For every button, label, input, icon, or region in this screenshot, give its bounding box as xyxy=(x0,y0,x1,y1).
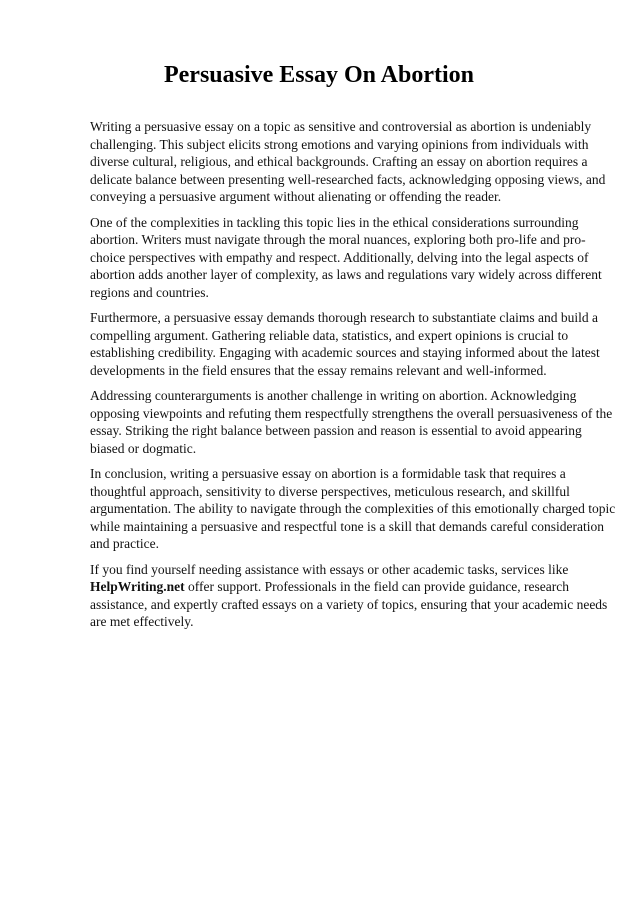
text-line: are met effectively. xyxy=(90,614,194,629)
text-line: If you find yourself needing assistance with essays or other academic tasks, services like xyxy=(90,561,569,577)
paragraph-conclusion xyxy=(90,465,616,553)
text-line: thoughtful approach, sensitivity to diverse perspectives, meticulous research, and skillful xyxy=(90,483,570,499)
text-line: Writing a persuasive essay on a topic as sensitive and controversial as abortion is undeniably xyxy=(90,119,592,134)
text-line: abortion adds another layer of complexity, as laws and regulations vary widely across different xyxy=(90,267,602,282)
paragraph-research xyxy=(90,309,598,379)
text-line: In conclusion, writing a persuasive essay on abortion is a formidable task that requires a xyxy=(90,466,566,481)
text-line: biased or dogmatic. xyxy=(90,440,197,456)
text-line: opposing viewpoints and refuting them respectfully strengthens the overall persuasiveness of the xyxy=(90,405,613,421)
text-line: assistance, and expertly crafted essays on a variety of topics, ensuring that your academic needs xyxy=(90,596,608,612)
text-line: establishing credibility. Engaging with academic sources and staying informed about the latest xyxy=(90,345,600,360)
document-body xyxy=(90,118,616,639)
paragraph-complexities xyxy=(90,214,602,302)
text-line: conveying a persuasive argument without alienating or offending the reader. xyxy=(90,189,502,204)
text-line: One of the complexities in tackling this topic lies in the ethical considerations surrounding xyxy=(90,214,579,230)
text-line: while maintaining a persuasive and respectful tone is a skill that demands careful consideration xyxy=(90,518,604,534)
text-line: developments in the field ensures that the essay remains relevant and well-informed. xyxy=(90,362,547,378)
text-line: choice perspectives with empathy and respect. Additionally, delving into the legal aspects of xyxy=(90,249,589,265)
paragraph-closing xyxy=(90,561,608,631)
text-fragment: offer support. Professionals in the field can provide guidance, research xyxy=(184,579,570,594)
brand-name: HelpWriting.net xyxy=(90,579,185,594)
text-line: argumentation. The ability to navigate through the complexities of this emotionally charged topic xyxy=(90,501,616,516)
text-line: compelling argument. Gathering reliable data, statistics, and expert opinions is crucial to xyxy=(90,327,569,343)
text-line: diverse cultural, religious, and ethical backgrounds. Crafting an essay on abortion requires a xyxy=(90,154,588,169)
text-line: essay. Striking the right balance between passion and reason is essential to avoid appearing xyxy=(90,423,582,438)
paragraph-intro xyxy=(90,118,606,206)
document-title: Persuasive Essay On Abortion xyxy=(163,62,475,88)
text-line: and practice. xyxy=(90,536,159,551)
text-line: Furthermore, a persuasive essay demands thorough research to substantiate claims and build a xyxy=(90,310,598,325)
text-line: regions and countries. xyxy=(90,284,209,300)
paragraph-counterarguments xyxy=(90,387,613,457)
text-line: delicate balance between presenting well-researched facts, acknowledging opposing views, and xyxy=(90,171,606,187)
text-line: abortion. Writers must navigate through the moral nuances, exploring both pro-life and pro- xyxy=(90,232,586,247)
text-line: challenging. This subject elicits strong emotions and varying opinions from individuals with xyxy=(90,136,589,152)
text-line: Addressing counterarguments is another challenge in writing on abortion. Acknowledging xyxy=(90,388,577,403)
text-line-with-brand xyxy=(90,578,598,596)
